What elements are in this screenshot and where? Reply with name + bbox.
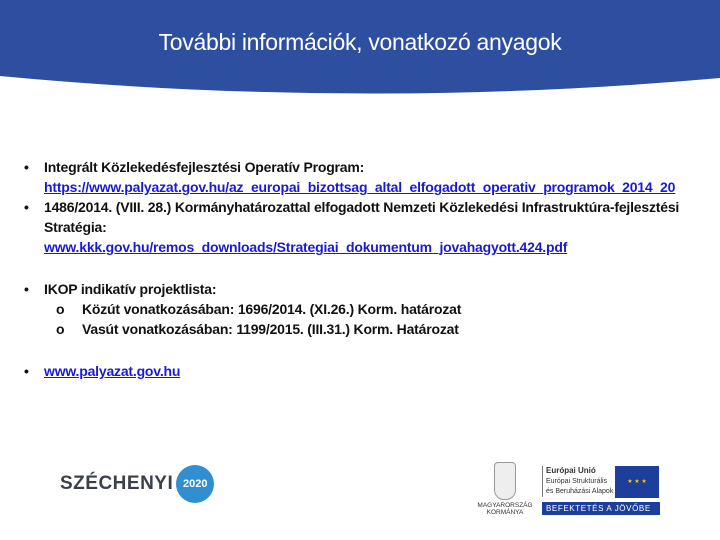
- palyazat-link[interactable]: www.palyazat.gov.hu: [44, 363, 181, 379]
- list-item: [24, 361, 704, 381]
- bullet-icon: •: [24, 281, 29, 297]
- coat-of-arms-icon: [494, 462, 516, 500]
- item-text: IKOP indikatív projektlista:: [44, 281, 217, 297]
- szechenyi-badge: 2020: [176, 465, 214, 503]
- bullet-icon: •: [24, 199, 29, 215]
- item-text: 1486/2014. (VIII. 28.) Kormányhatározattal elfogadott Nemzeti Közlekedési Infrastruktúra-fejlesztési Stratégia:: [44, 199, 680, 235]
- bullet-icon: •: [24, 363, 29, 379]
- szechenyi-text: SZÉCHENYI: [60, 473, 174, 494]
- page-title: További információk, vonatkozó anyagok: [158, 29, 562, 55]
- eu-line1: Európai Strukturális: [546, 478, 608, 485]
- ikop-link[interactable]: https://www.palyazat.gov.hu/az_europai_bizottsag_altal_elfogadott_operativ_programok_2014_20: [44, 179, 676, 195]
- header-banner: [0, 0, 720, 100]
- bullet-icon: •: [24, 159, 29, 175]
- szechenyi-logo: [60, 465, 214, 503]
- item-text: Integrált Közlekedésfejlesztési Operatív Program:: [44, 159, 365, 175]
- sub-item-text: Közút vonatkozásában: 1696/2014. (XI.26.) Korm. határozat: [82, 301, 462, 317]
- sub-item: o Közút vonatkozásában: 1696/2014. (XI.26.) Korm. határozat: [56, 301, 462, 317]
- info-list: [24, 157, 704, 381]
- government-text: MAGYARORSZÁG KORMÁNYA: [477, 502, 533, 516]
- eu-line2: és Beruházási Alapok: [546, 488, 614, 495]
- eu-slogan: BEFEKTETÉS A JÖVŐBE: [542, 502, 660, 515]
- list-item: [24, 157, 704, 197]
- eu-logo: [542, 466, 662, 515]
- sub-item: o Vasút vonatkozásában: 1199/2015. (III.31.) Korm. Határozat: [56, 321, 459, 337]
- eu-title: Európai Unió: [546, 466, 596, 475]
- eu-flag-icon: ★ ★ ★: [615, 466, 659, 498]
- list-item: [24, 197, 704, 257]
- list-item: [24, 279, 704, 339]
- government-logo: [470, 462, 540, 516]
- eu-text: [542, 466, 614, 497]
- kkk-link[interactable]: www.kkk.gov.hu/remos_downloads/Strategiai_dokumentum_jovahagyott.424.pdf: [44, 239, 568, 255]
- sub-item-text: Vasút vonatkozásában: 1199/2015. (III.31.) Korm. Határozat: [82, 321, 459, 337]
